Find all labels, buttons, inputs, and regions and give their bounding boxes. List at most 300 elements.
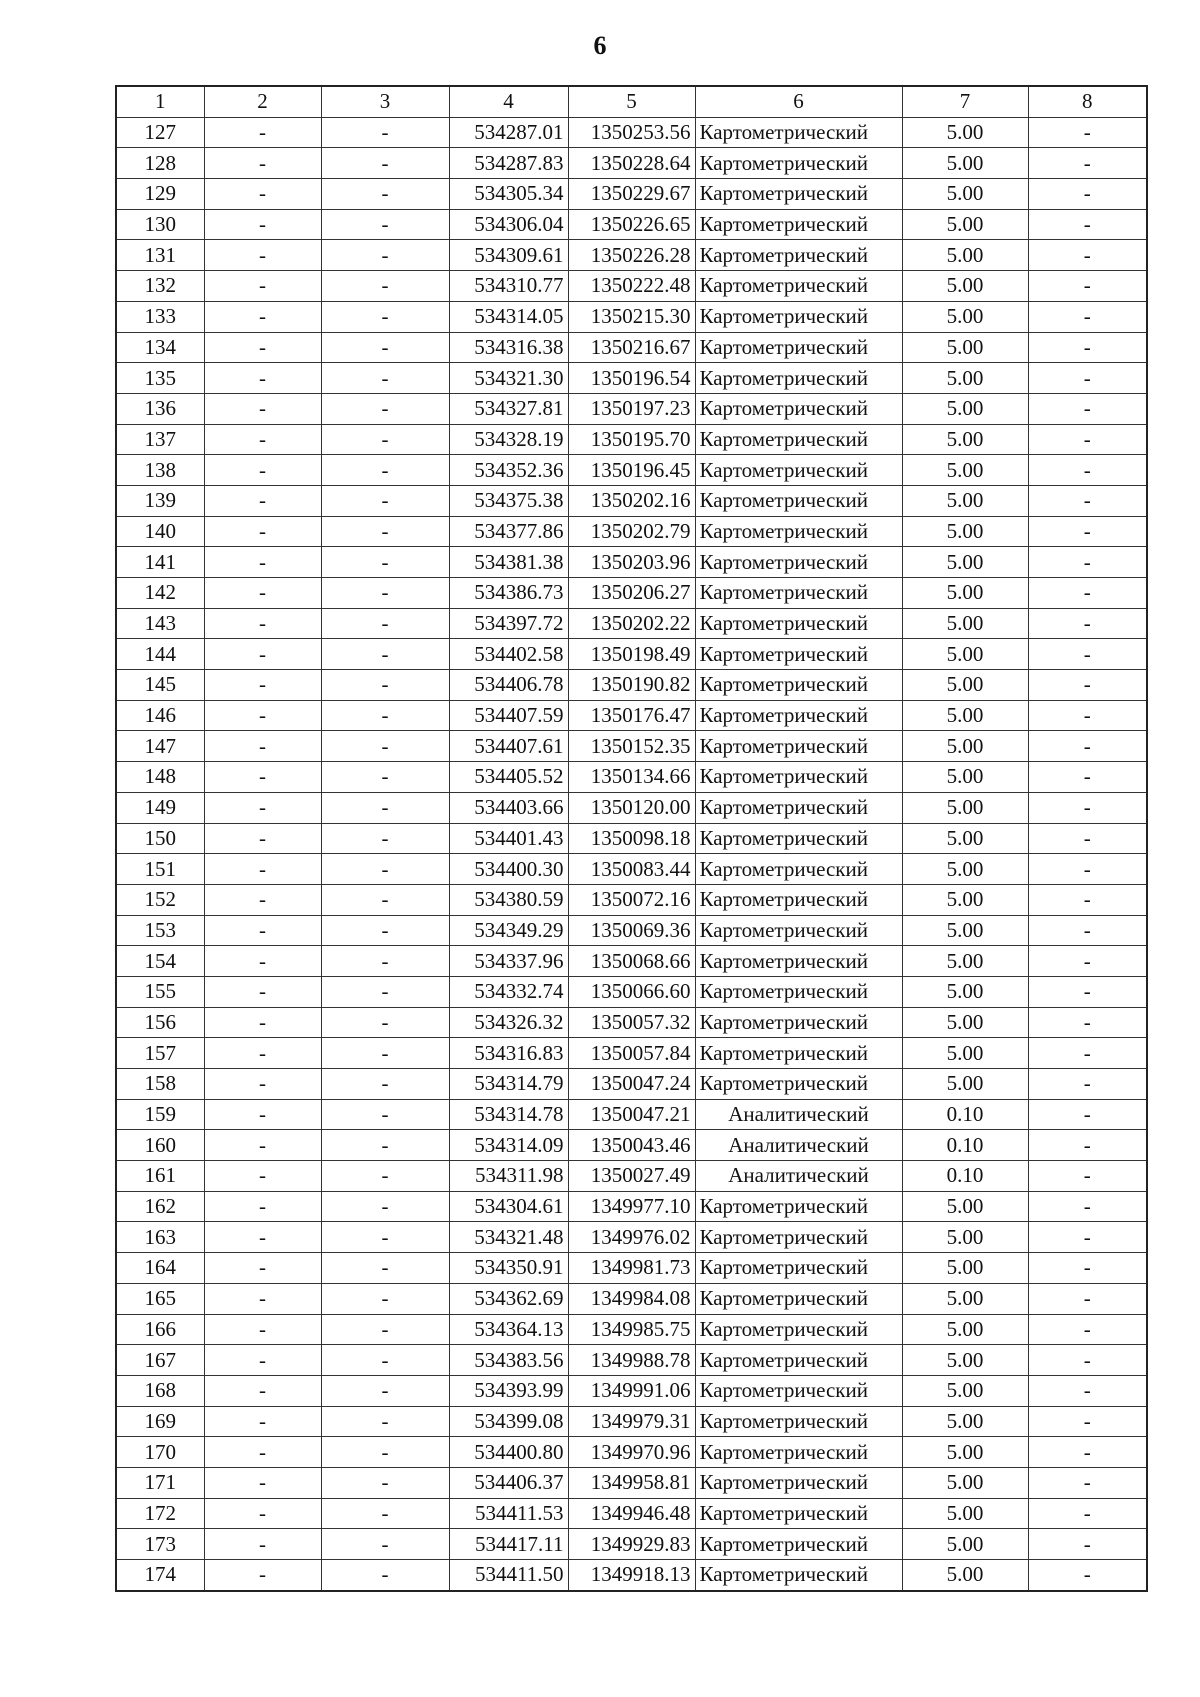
col8-cell: - <box>1028 1283 1147 1314</box>
accuracy-cell: 5.00 <box>902 823 1028 854</box>
y-coordinate-cell: 1350057.32 <box>568 1007 695 1038</box>
x-coordinate-cell: 534407.61 <box>449 731 568 762</box>
point-number-cell: 134 <box>116 332 204 363</box>
x-coordinate-cell: 534411.53 <box>449 1498 568 1529</box>
point-number-cell: 135 <box>116 363 204 394</box>
method-cell: Картометрический <box>695 823 902 854</box>
y-coordinate-cell: 1350176.47 <box>568 700 695 731</box>
method-cell: Картометрический <box>695 148 902 179</box>
x-coordinate-cell: 534321.48 <box>449 1222 568 1253</box>
col8-cell: - <box>1028 516 1147 547</box>
col3-cell: - <box>321 792 449 823</box>
y-coordinate-cell: 1349977.10 <box>568 1191 695 1222</box>
table-row <box>116 1253 1147 1284</box>
y-coordinate-cell: 1350198.49 <box>568 639 695 670</box>
accuracy-cell: 5.00 <box>902 578 1028 609</box>
col2-cell: - <box>204 1161 321 1192</box>
point-number-cell: 165 <box>116 1283 204 1314</box>
col8-cell: - <box>1028 608 1147 639</box>
method-cell: Аналитический <box>695 1099 902 1130</box>
x-coordinate-cell: 534383.56 <box>449 1345 568 1376</box>
col8-cell: - <box>1028 1161 1147 1192</box>
accuracy-cell: 5.00 <box>902 1069 1028 1100</box>
accuracy-cell: 5.00 <box>902 485 1028 516</box>
col8-cell: - <box>1028 670 1147 701</box>
y-coordinate-cell: 1350068.66 <box>568 946 695 977</box>
method-cell: Картометрический <box>695 516 902 547</box>
point-number-cell: 156 <box>116 1007 204 1038</box>
col8-cell: - <box>1028 455 1147 486</box>
y-coordinate-cell: 1349988.78 <box>568 1345 695 1376</box>
method-cell: Картометрический <box>695 946 902 977</box>
col3-cell: - <box>321 1437 449 1468</box>
col2-cell: - <box>204 1253 321 1284</box>
accuracy-cell: 5.00 <box>902 1375 1028 1406</box>
column-header: 5 <box>568 86 695 117</box>
point-number-cell: 142 <box>116 578 204 609</box>
table-row <box>116 1222 1147 1253</box>
accuracy-cell: 5.00 <box>902 1191 1028 1222</box>
point-number-cell: 171 <box>116 1467 204 1498</box>
y-coordinate-cell: 1350229.67 <box>568 179 695 210</box>
accuracy-cell: 5.00 <box>902 271 1028 302</box>
col3-cell: - <box>321 854 449 885</box>
point-number-cell: 174 <box>116 1560 204 1591</box>
accuracy-cell: 5.00 <box>902 1253 1028 1284</box>
column-header: 1 <box>116 86 204 117</box>
point-number-cell: 155 <box>116 976 204 1007</box>
table-row <box>116 1191 1147 1222</box>
point-number-cell: 151 <box>116 854 204 885</box>
page-number: 6 <box>593 31 607 60</box>
x-coordinate-cell: 534327.81 <box>449 393 568 424</box>
col2-cell: - <box>204 884 321 915</box>
accuracy-cell: 5.00 <box>902 240 1028 271</box>
col3-cell: - <box>321 240 449 271</box>
table-row <box>116 1467 1147 1498</box>
col3-cell: - <box>321 946 449 977</box>
col2-cell: - <box>204 1099 321 1130</box>
col2-cell: - <box>204 946 321 977</box>
x-coordinate-cell: 534403.66 <box>449 792 568 823</box>
col8-cell: - <box>1028 1253 1147 1284</box>
point-number-cell: 164 <box>116 1253 204 1284</box>
x-coordinate-cell: 534304.61 <box>449 1191 568 1222</box>
x-coordinate-cell: 534397.72 <box>449 608 568 639</box>
x-coordinate-cell: 534381.38 <box>449 547 568 578</box>
accuracy-cell: 5.00 <box>902 670 1028 701</box>
coordinates-table <box>115 85 1148 1592</box>
table-row <box>116 363 1147 394</box>
col2-cell: - <box>204 1007 321 1038</box>
col3-cell: - <box>321 393 449 424</box>
col8-cell: - <box>1028 179 1147 210</box>
table-row <box>116 1007 1147 1038</box>
method-cell: Картометрический <box>695 179 902 210</box>
col8-cell: - <box>1028 1529 1147 1560</box>
y-coordinate-cell: 1350072.16 <box>568 884 695 915</box>
col8-cell: - <box>1028 731 1147 762</box>
table-row <box>116 179 1147 210</box>
method-cell: Картометрический <box>695 762 902 793</box>
col2-cell: - <box>204 976 321 1007</box>
x-coordinate-cell: 534337.96 <box>449 946 568 977</box>
point-number-cell: 137 <box>116 424 204 455</box>
x-coordinate-cell: 534364.13 <box>449 1314 568 1345</box>
x-coordinate-cell: 534306.04 <box>449 209 568 240</box>
method-cell: Картометрический <box>695 915 902 946</box>
method-cell: Картометрический <box>695 1253 902 1284</box>
y-coordinate-cell: 1350202.16 <box>568 485 695 516</box>
x-coordinate-cell: 534401.43 <box>449 823 568 854</box>
point-number-cell: 146 <box>116 700 204 731</box>
table-row <box>116 547 1147 578</box>
col8-cell: - <box>1028 332 1147 363</box>
method-cell: Картометрический <box>695 393 902 424</box>
y-coordinate-cell: 1350226.65 <box>568 209 695 240</box>
table-row <box>116 946 1147 977</box>
y-coordinate-cell: 1349991.06 <box>568 1375 695 1406</box>
accuracy-cell: 0.10 <box>902 1099 1028 1130</box>
table-row <box>116 209 1147 240</box>
table-row <box>116 455 1147 486</box>
point-number-cell: 168 <box>116 1375 204 1406</box>
col3-cell: - <box>321 578 449 609</box>
method-cell: Картометрический <box>695 547 902 578</box>
point-number-cell: 152 <box>116 884 204 915</box>
method-cell: Картометрический <box>695 854 902 885</box>
table-row <box>116 485 1147 516</box>
table-row <box>116 1345 1147 1376</box>
y-coordinate-cell: 1349918.13 <box>568 1560 695 1591</box>
x-coordinate-cell: 534321.30 <box>449 363 568 394</box>
col3-cell: - <box>321 1222 449 1253</box>
y-coordinate-cell: 1350202.79 <box>568 516 695 547</box>
accuracy-cell: 0.10 <box>902 1161 1028 1192</box>
table-row <box>116 1498 1147 1529</box>
table-row <box>116 854 1147 885</box>
y-coordinate-cell: 1350047.21 <box>568 1099 695 1130</box>
col8-cell: - <box>1028 884 1147 915</box>
y-coordinate-cell: 1350083.44 <box>568 854 695 885</box>
point-number-cell: 127 <box>116 117 204 148</box>
point-number-cell: 160 <box>116 1130 204 1161</box>
y-coordinate-cell: 1350047.24 <box>568 1069 695 1100</box>
accuracy-cell: 5.00 <box>902 1007 1028 1038</box>
x-coordinate-cell: 534310.77 <box>449 271 568 302</box>
col3-cell: - <box>321 363 449 394</box>
col8-cell: - <box>1028 1007 1147 1038</box>
table-row <box>116 915 1147 946</box>
method-cell: Картометрический <box>695 1345 902 1376</box>
col3-cell: - <box>321 670 449 701</box>
x-coordinate-cell: 534386.73 <box>449 578 568 609</box>
point-number-cell: 145 <box>116 670 204 701</box>
y-coordinate-cell: 1349946.48 <box>568 1498 695 1529</box>
column-header: 4 <box>449 86 568 117</box>
table-row <box>116 1069 1147 1100</box>
col2-cell: - <box>204 1345 321 1376</box>
point-number-cell: 159 <box>116 1099 204 1130</box>
col2-cell: - <box>204 762 321 793</box>
method-cell: Картометрический <box>695 209 902 240</box>
col3-cell: - <box>321 1560 449 1591</box>
point-number-cell: 128 <box>116 148 204 179</box>
x-coordinate-cell: 534406.37 <box>449 1467 568 1498</box>
col2-cell: - <box>204 332 321 363</box>
col2-cell: - <box>204 670 321 701</box>
col8-cell: - <box>1028 976 1147 1007</box>
method-cell: Картометрический <box>695 1038 902 1069</box>
method-cell: Аналитический <box>695 1161 902 1192</box>
accuracy-cell: 5.00 <box>902 792 1028 823</box>
y-coordinate-cell: 1350197.23 <box>568 393 695 424</box>
x-coordinate-cell: 534406.78 <box>449 670 568 701</box>
y-coordinate-cell: 1350222.48 <box>568 271 695 302</box>
y-coordinate-cell: 1350228.64 <box>568 148 695 179</box>
col8-cell: - <box>1028 1314 1147 1345</box>
point-number-cell: 167 <box>116 1345 204 1376</box>
method-cell: Картометрический <box>695 1314 902 1345</box>
col8-cell: - <box>1028 1375 1147 1406</box>
col3-cell: - <box>321 117 449 148</box>
x-coordinate-cell: 534309.61 <box>449 240 568 271</box>
method-cell: Аналитический <box>695 1130 902 1161</box>
col3-cell: - <box>321 639 449 670</box>
col3-cell: - <box>321 823 449 854</box>
table-row <box>116 608 1147 639</box>
accuracy-cell: 5.00 <box>902 332 1028 363</box>
x-coordinate-cell: 534411.50 <box>449 1560 568 1591</box>
point-number-cell: 150 <box>116 823 204 854</box>
method-cell: Картометрический <box>695 240 902 271</box>
accuracy-cell: 5.00 <box>902 516 1028 547</box>
y-coordinate-cell: 1349958.81 <box>568 1467 695 1498</box>
col8-cell: - <box>1028 1498 1147 1529</box>
method-cell: Картометрический <box>695 1437 902 1468</box>
col3-cell: - <box>321 179 449 210</box>
y-coordinate-cell: 1350027.49 <box>568 1161 695 1192</box>
method-cell: Картометрический <box>695 1467 902 1498</box>
method-cell: Картометрический <box>695 1191 902 1222</box>
table-header <box>116 86 1147 117</box>
table-row <box>116 332 1147 363</box>
col2-cell: - <box>204 823 321 854</box>
point-number-cell: 173 <box>116 1529 204 1560</box>
point-number-cell: 170 <box>116 1437 204 1468</box>
y-coordinate-cell: 1350043.46 <box>568 1130 695 1161</box>
method-cell: Картометрический <box>695 1498 902 1529</box>
col3-cell: - <box>321 1069 449 1100</box>
col3-cell: - <box>321 762 449 793</box>
accuracy-cell: 5.00 <box>902 301 1028 332</box>
x-coordinate-cell: 534328.19 <box>449 424 568 455</box>
table-row <box>116 976 1147 1007</box>
accuracy-cell: 5.00 <box>902 1406 1028 1437</box>
method-cell: Картометрический <box>695 1007 902 1038</box>
col3-cell: - <box>321 731 449 762</box>
col2-cell: - <box>204 854 321 885</box>
col2-cell: - <box>204 455 321 486</box>
x-coordinate-cell: 534287.01 <box>449 117 568 148</box>
accuracy-cell: 5.00 <box>902 1222 1028 1253</box>
method-cell: Картометрический <box>695 1283 902 1314</box>
method-cell: Картометрический <box>695 117 902 148</box>
x-coordinate-cell: 534349.29 <box>449 915 568 946</box>
method-cell: Картометрический <box>695 1222 902 1253</box>
col2-cell: - <box>204 240 321 271</box>
table-row <box>116 670 1147 701</box>
point-number-cell: 140 <box>116 516 204 547</box>
col2-cell: - <box>204 731 321 762</box>
col2-cell: - <box>204 1498 321 1529</box>
col2-cell: - <box>204 516 321 547</box>
x-coordinate-cell: 534332.74 <box>449 976 568 1007</box>
x-coordinate-cell: 534393.99 <box>449 1375 568 1406</box>
column-header: 6 <box>695 86 902 117</box>
col3-cell: - <box>321 1130 449 1161</box>
col8-cell: - <box>1028 578 1147 609</box>
x-coordinate-cell: 534314.05 <box>449 301 568 332</box>
table-row <box>116 1437 1147 1468</box>
col3-cell: - <box>321 915 449 946</box>
col2-cell: - <box>204 301 321 332</box>
col8-cell: - <box>1028 209 1147 240</box>
col3-cell: - <box>321 516 449 547</box>
column-header: 2 <box>204 86 321 117</box>
header-row <box>116 86 1147 117</box>
accuracy-cell: 5.00 <box>902 700 1028 731</box>
x-coordinate-cell: 534316.83 <box>449 1038 568 1069</box>
x-coordinate-cell: 534375.38 <box>449 485 568 516</box>
method-cell: Картометрический <box>695 731 902 762</box>
col3-cell: - <box>321 301 449 332</box>
method-cell: Картометрический <box>695 1560 902 1591</box>
col8-cell: - <box>1028 485 1147 516</box>
point-number-cell: 153 <box>116 915 204 946</box>
col8-cell: - <box>1028 1069 1147 1100</box>
method-cell: Картометрический <box>695 363 902 394</box>
column-header: 3 <box>321 86 449 117</box>
col8-cell: - <box>1028 700 1147 731</box>
table-row <box>116 301 1147 332</box>
y-coordinate-cell: 1350069.36 <box>568 915 695 946</box>
accuracy-cell: 5.00 <box>902 1283 1028 1314</box>
method-cell: Картометрический <box>695 1069 902 1100</box>
col3-cell: - <box>321 1191 449 1222</box>
accuracy-cell: 5.00 <box>902 424 1028 455</box>
point-number-cell: 133 <box>116 301 204 332</box>
x-coordinate-cell: 534352.36 <box>449 455 568 486</box>
col8-cell: - <box>1028 271 1147 302</box>
col8-cell: - <box>1028 1406 1147 1437</box>
col3-cell: - <box>321 1099 449 1130</box>
point-number-cell: 141 <box>116 547 204 578</box>
x-coordinate-cell: 534362.69 <box>449 1283 568 1314</box>
table-row <box>116 1099 1147 1130</box>
method-cell: Картометрический <box>695 485 902 516</box>
accuracy-cell: 5.00 <box>902 547 1028 578</box>
col3-cell: - <box>321 332 449 363</box>
col8-cell: - <box>1028 1560 1147 1591</box>
col3-cell: - <box>321 148 449 179</box>
col2-cell: - <box>204 639 321 670</box>
col3-cell: - <box>321 424 449 455</box>
col3-cell: - <box>321 608 449 639</box>
x-coordinate-cell: 534400.30 <box>449 854 568 885</box>
table-row <box>116 792 1147 823</box>
accuracy-cell: 5.00 <box>902 117 1028 148</box>
point-number-cell: 132 <box>116 271 204 302</box>
point-number-cell: 147 <box>116 731 204 762</box>
y-coordinate-cell: 1350215.30 <box>568 301 695 332</box>
point-number-cell: 136 <box>116 393 204 424</box>
table-row <box>116 1560 1147 1591</box>
accuracy-cell: 5.00 <box>902 1038 1028 1069</box>
col8-cell: - <box>1028 915 1147 946</box>
table-row <box>116 148 1147 179</box>
point-number-cell: 149 <box>116 792 204 823</box>
col2-cell: - <box>204 1314 321 1345</box>
col2-cell: - <box>204 578 321 609</box>
accuracy-cell: 0.10 <box>902 1130 1028 1161</box>
x-coordinate-cell: 534326.32 <box>449 1007 568 1038</box>
point-number-cell: 158 <box>116 1069 204 1100</box>
accuracy-cell: 5.00 <box>902 854 1028 885</box>
col8-cell: - <box>1028 762 1147 793</box>
col3-cell: - <box>321 1375 449 1406</box>
point-number-cell: 166 <box>116 1314 204 1345</box>
point-number-cell: 172 <box>116 1498 204 1529</box>
accuracy-cell: 5.00 <box>902 1529 1028 1560</box>
x-coordinate-cell: 534402.58 <box>449 639 568 670</box>
accuracy-cell: 5.00 <box>902 455 1028 486</box>
col2-cell: - <box>204 424 321 455</box>
table-row <box>116 762 1147 793</box>
col2-cell: - <box>204 1069 321 1100</box>
y-coordinate-cell: 1350253.56 <box>568 117 695 148</box>
col2-cell: - <box>204 485 321 516</box>
col3-cell: - <box>321 1007 449 1038</box>
col3-cell: - <box>321 1498 449 1529</box>
x-coordinate-cell: 534407.59 <box>449 700 568 731</box>
accuracy-cell: 5.00 <box>902 1437 1028 1468</box>
table-row <box>116 1283 1147 1314</box>
method-cell: Картометрический <box>695 670 902 701</box>
table-row <box>116 1529 1147 1560</box>
table-row <box>116 1161 1147 1192</box>
y-coordinate-cell: 1349985.75 <box>568 1314 695 1345</box>
accuracy-cell: 5.00 <box>902 915 1028 946</box>
x-coordinate-cell: 534314.09 <box>449 1130 568 1161</box>
col3-cell: - <box>321 1406 449 1437</box>
y-coordinate-cell: 1350206.27 <box>568 578 695 609</box>
table-row <box>116 700 1147 731</box>
col2-cell: - <box>204 1130 321 1161</box>
col2-cell: - <box>204 209 321 240</box>
method-cell: Картометрический <box>695 608 902 639</box>
col2-cell: - <box>204 1406 321 1437</box>
point-number-cell: 139 <box>116 485 204 516</box>
col3-cell: - <box>321 1345 449 1376</box>
y-coordinate-cell: 1350226.28 <box>568 240 695 271</box>
accuracy-cell: 5.00 <box>902 946 1028 977</box>
col2-cell: - <box>204 1191 321 1222</box>
table-row <box>116 884 1147 915</box>
x-coordinate-cell: 534314.79 <box>449 1069 568 1100</box>
col2-cell: - <box>204 1038 321 1069</box>
col3-cell: - <box>321 1467 449 1498</box>
